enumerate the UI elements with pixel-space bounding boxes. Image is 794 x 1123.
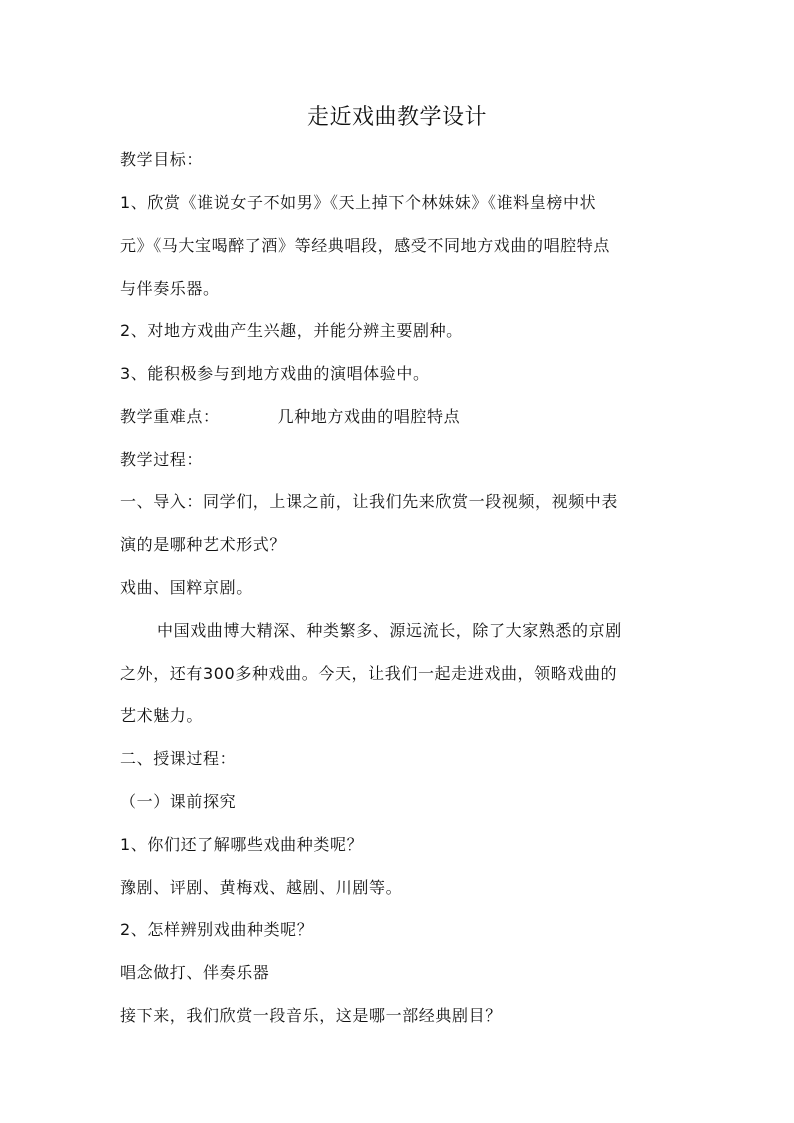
key-points-value: 几种地方戏曲的唱腔特点	[277, 407, 461, 426]
paragraph-line: 教学目标：	[120, 150, 204, 169]
key-points-line	[120, 405, 680, 429]
paragraph-line: 与伴奏乐器。	[120, 279, 220, 298]
paragraph-line: 元》《马大宝喝醉了酒》等经典唱段，感受不同地方戏曲的唱腔特点	[120, 236, 611, 255]
paragraph-line: 二、授课过程：	[120, 749, 237, 768]
paragraph-line: 中国戏曲博大精深、种类繁多、源远流长，除了大家熟悉的京剧	[157, 621, 622, 640]
paragraph-line: 接下来，我们欣赏一段音乐，这是哪一部经典剧目？	[120, 1006, 502, 1025]
paragraph-line: 2、怎样辨别戏曲种类呢？	[120, 920, 314, 939]
paragraph-line: 演的是哪种艺术形式？	[120, 535, 287, 554]
paragraph-line: 豫剧、评剧、黄梅戏、越剧、川剧等。	[120, 878, 403, 897]
paragraph-line: （一）课前探究	[120, 792, 237, 811]
paragraph-line: 艺术魅力。	[120, 706, 204, 725]
paragraph-line: 唱念做打、伴奏乐器	[120, 963, 270, 982]
paragraph-line: 2、对地方戏曲产生兴趣，并能分辨主要剧种。	[120, 321, 463, 340]
document-title: 走近戏曲教学设计	[306, 105, 487, 130]
paragraph-line: 教学过程：	[120, 450, 204, 469]
paragraph-line: 之外，还有300多种戏曲。今天，让我们一起走进戏曲，领略戏曲的	[120, 664, 618, 683]
paragraph-line: 一、导入：同学们，上课之前，让我们先来欣赏一段视频，视频中表	[120, 492, 619, 511]
paragraph-line: 戏曲、国粹京剧。	[120, 578, 253, 597]
paragraph-line: 1、你们还了解哪些戏曲种类呢？	[120, 835, 364, 854]
key-points-label: 教学重难点：	[120, 407, 220, 426]
paragraph-line: 3、能积极参与到地方戏曲的演唱体验中。	[120, 364, 430, 383]
paragraph-line: 1、欣赏《谁说女子不如男》《天上掉下个林妹妹》《谁料皇榜中状	[120, 193, 597, 212]
